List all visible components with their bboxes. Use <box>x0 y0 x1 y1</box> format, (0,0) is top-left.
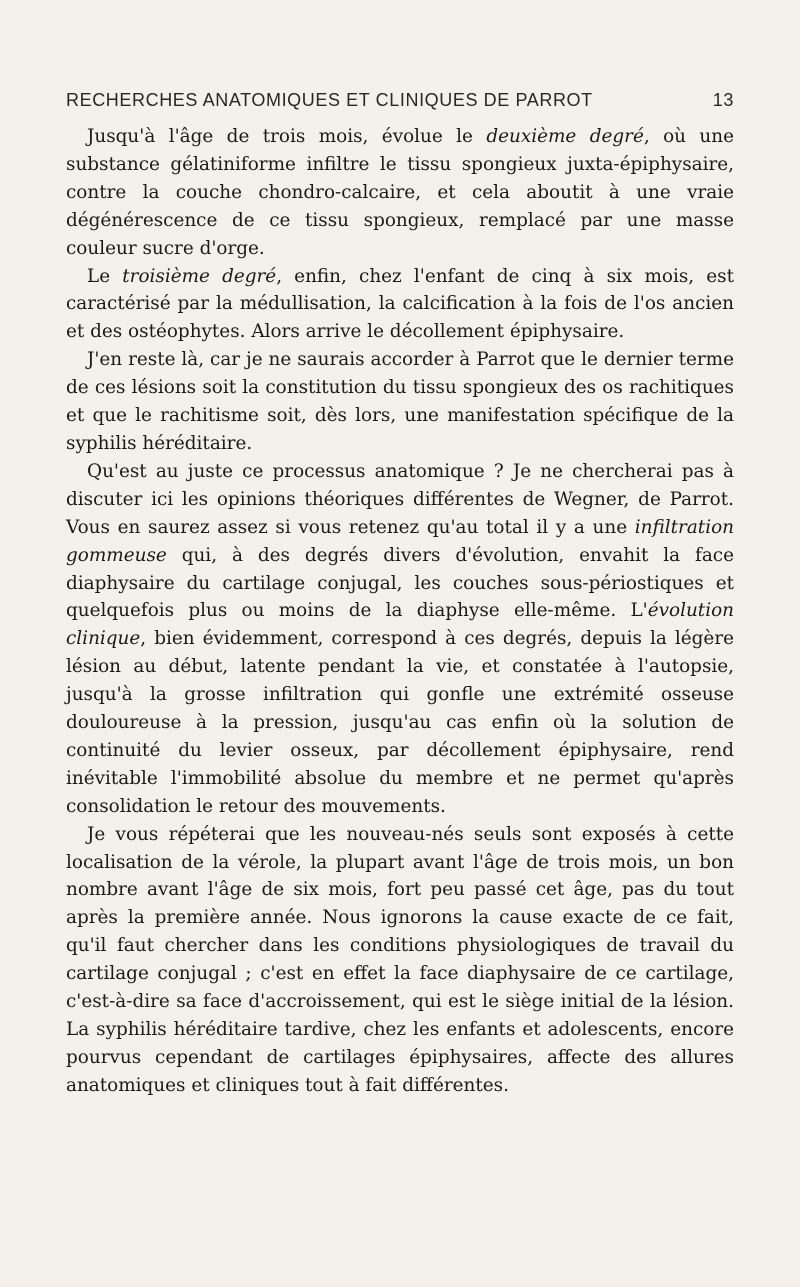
text-run: Le <box>87 265 123 287</box>
text-run: Jusqu'à l'âge de trois mois, évolue le <box>87 126 487 147</box>
text-run: , enfin, chez l'enfant de cinq à six mois, est caractérisé par la médullisation, la calcification à la fois de l'os ancien et des ostéophytes. Alors arrive le décollement épiphysaire. <box>66 265 734 343</box>
text-run: Je vous répéterai que les nouveau-nés seuls sont exposés à cette localisation de la vérole, la plupart avant l'âge de trois mois, un bon nombre avant l'âge de six mois, fort peu passé cet âge, pas du tout après la première année. Nous ignorons la cause exacte de ce fait, qu'il faut chercher dans les conditions physiologiques de travail du cartilage conjugal ; c'est en effet la face diaphysaire de ce cartilage, c'est-à-dire sa face d'accroissement, qui est le siège initial de la lésion. La syphilis héréditaire tardive, chez les enfants et adolescents, encore pourvus cependant de cartilages épiphysaires, affecte des allures anatomiques et cliniques tout à fait différentes. <box>66 823 734 1096</box>
text-run: , bien évidemment, correspond à ces degrés, depuis la légère lésion au début, latente pendant la vie, et constatée à l'autopsie, jusqu'à la grosse infiltration qui gonfle une extrémité osseuse douloureuse à la pression, jusqu'au cas enfin où la solution de continuité du levier osseux, par décollement épiphysaire, rend inévitable l'immobilité absolue du membre et ne permet qu'après consolidation le retour des mouvements. <box>66 628 734 817</box>
italic-phrase: infiltration gommeuse <box>66 516 734 566</box>
running-head <box>66 90 734 120</box>
text-run: , où une substance gélatiniforme infiltre le tissu spongieux juxta-épiphysaire, contre la couche chondro-calcaire, et cela aboutit à une vraie dégénérescence de ce tissu spongieux, remplacé par une masse couleur sucre d'orge. <box>66 126 734 259</box>
paragraph-2 <box>66 263 734 347</box>
page-number: 13 <box>712 90 734 110</box>
text-run: Qu'est au juste ce processus anatomique ? Je ne chercherai pas à discuter ici les opinions théoriques différentes de Wegner, de Parrot. Vous en saurez assez si vous retenez qu'au total il y a une <box>66 460 734 538</box>
paragraph-3 <box>66 346 734 458</box>
paragraph-1 <box>66 123 734 263</box>
italic-phrase: troisième degré <box>122 265 277 287</box>
running-title: RECHERCHES ANATOMIQUES ET CLINIQUES DE PARROT <box>66 90 593 110</box>
italic-phrase: deuxième degré <box>486 126 644 147</box>
italic-phrase: évolution clinique <box>66 600 734 650</box>
paragraph-5 <box>66 821 734 1100</box>
paragraph-4 <box>66 458 734 821</box>
body-text <box>66 123 734 1100</box>
text-run: qui, à des degrés divers d'évolution, envahit la face diaphysaire du cartilage conjugal, les couches sous-périostiques et quelquefois plus ou moins de la diaphyse elle-même. L' <box>66 544 734 622</box>
text-run: J'en reste là, car je ne saurais accorder à Parrot que le dernier terme de ces lésions soit la constitution du tissu spongieux des os rachitiques et que le rachitisme soit, dès lors, une manifestation spécifique de la syphilis héréditaire. <box>66 349 734 454</box>
